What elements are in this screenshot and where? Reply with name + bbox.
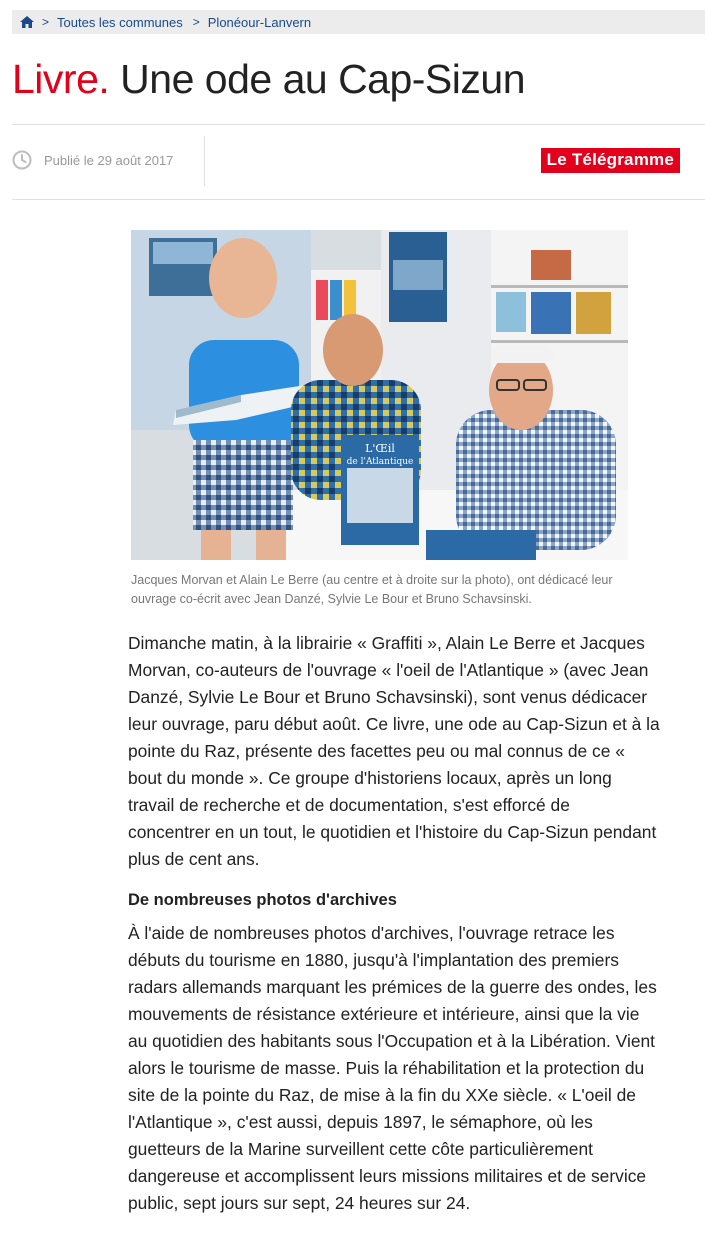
- clock-icon: [12, 150, 32, 170]
- article-kicker: Livre.: [12, 56, 110, 102]
- breadcrumb: [12, 10, 705, 34]
- text-line: débuts du tourisme en 1880, jusqu'à l'implantation des premiers: [128, 950, 619, 970]
- home-icon[interactable]: [20, 16, 34, 28]
- text-line: mouvements de résistance extérieure et intérieure, ainsi que la vie: [128, 1004, 640, 1024]
- text-line: alors le tourisme de masse. Puis la réhabilitation et la protection du: [128, 1058, 645, 1078]
- text-line: leur ouvrage, paru début août. Ce livre, une ode au Cap-Sizun et à la: [128, 714, 660, 734]
- brand-logo[interactable]: Le Télégramme: [541, 148, 680, 173]
- meta-divider: [204, 136, 205, 186]
- article-meta: [12, 136, 705, 186]
- text-line: radars allemands marquant les prémices de la guerre des ondes, les: [128, 977, 657, 997]
- breadcrumb-link-commune[interactable]: Plonéour-Lanvern: [207, 14, 312, 30]
- article-title: [12, 56, 525, 103]
- text-line: plus de cent ans.: [128, 849, 260, 869]
- text-line: À l'aide de nombreuses photos d'archives, l'ouvrage retrace les: [128, 923, 615, 943]
- text-line: public, sept jours sur sept, 24 heures sur 24.: [128, 1193, 471, 1213]
- article-subheading: De nombreuses photos d'archives: [128, 891, 397, 909]
- article-headline: Une ode au Cap-Sizun: [120, 56, 525, 102]
- text-line: au quotidien des habitants sous l'Occupation et à la Libération. Vient: [128, 1031, 656, 1051]
- text-line: site de la pointe du Raz, de mise à la fin du XXe siècle. « L'oeil de: [128, 1085, 636, 1105]
- article-body-paragraph: [128, 920, 673, 1217]
- text-line: l'Atlantique », c'est aussi, depuis 1897, le sémaphore, où les: [128, 1112, 593, 1132]
- text-line: Dimanche matin, à la librairie « Graffiti », Alain Le Berre et Jacques: [128, 633, 645, 653]
- text-line: dangereuse et accomplissent leurs missions militaires et de service: [128, 1166, 647, 1186]
- photo-illustration: [131, 230, 628, 560]
- breadcrumb-separator-icon: >: [192, 15, 200, 29]
- publish-date: Publié le 29 août 2017: [44, 153, 174, 168]
- text-line: travail de recherche et de documentation, s'est efforcé de: [128, 795, 570, 815]
- breadcrumb-separator-icon: >: [42, 15, 50, 29]
- title-divider: [12, 124, 705, 125]
- text-line: concentrer en un tout, le quotidien et l'histoire du Cap-Sizun pendant: [128, 822, 657, 842]
- breadcrumb-link-communes[interactable]: Toutes les communes: [57, 14, 183, 30]
- text-line: pointe du Raz, présente des facettes peu ou mal connus de ce «: [128, 741, 625, 761]
- book-cover-title: L'Œil: [365, 442, 395, 455]
- article-intro-paragraph: [128, 630, 673, 873]
- text-line: bout du monde ». Ce groupe d'historiens locaux, après un long: [128, 768, 612, 788]
- text-line: Morvan, co-auteurs de l'ouvrage « l'oeil de l'Atlantique » (avec Jean: [128, 660, 649, 680]
- text-line: guetteurs de la Marine surveillent cette côte particulièrement: [128, 1139, 593, 1159]
- book-cover-subtitle: de l'Atlantique: [346, 457, 414, 467]
- meta-divider-bottom: [12, 199, 705, 200]
- text-line: Danzé, Sylvie Le Bour et Bruno Schavsinski), sont venus dédicacer: [128, 687, 648, 707]
- photo-caption: Jacques Morvan et Alain Le Berre (au centre et à droite sur la photo), ont dédicacé leur ouvrage co-écrit avec Jean Danzé, Sylvie Le Bour et Bruno Schavsinski.: [131, 573, 613, 606]
- article-photo: [131, 230, 628, 560]
